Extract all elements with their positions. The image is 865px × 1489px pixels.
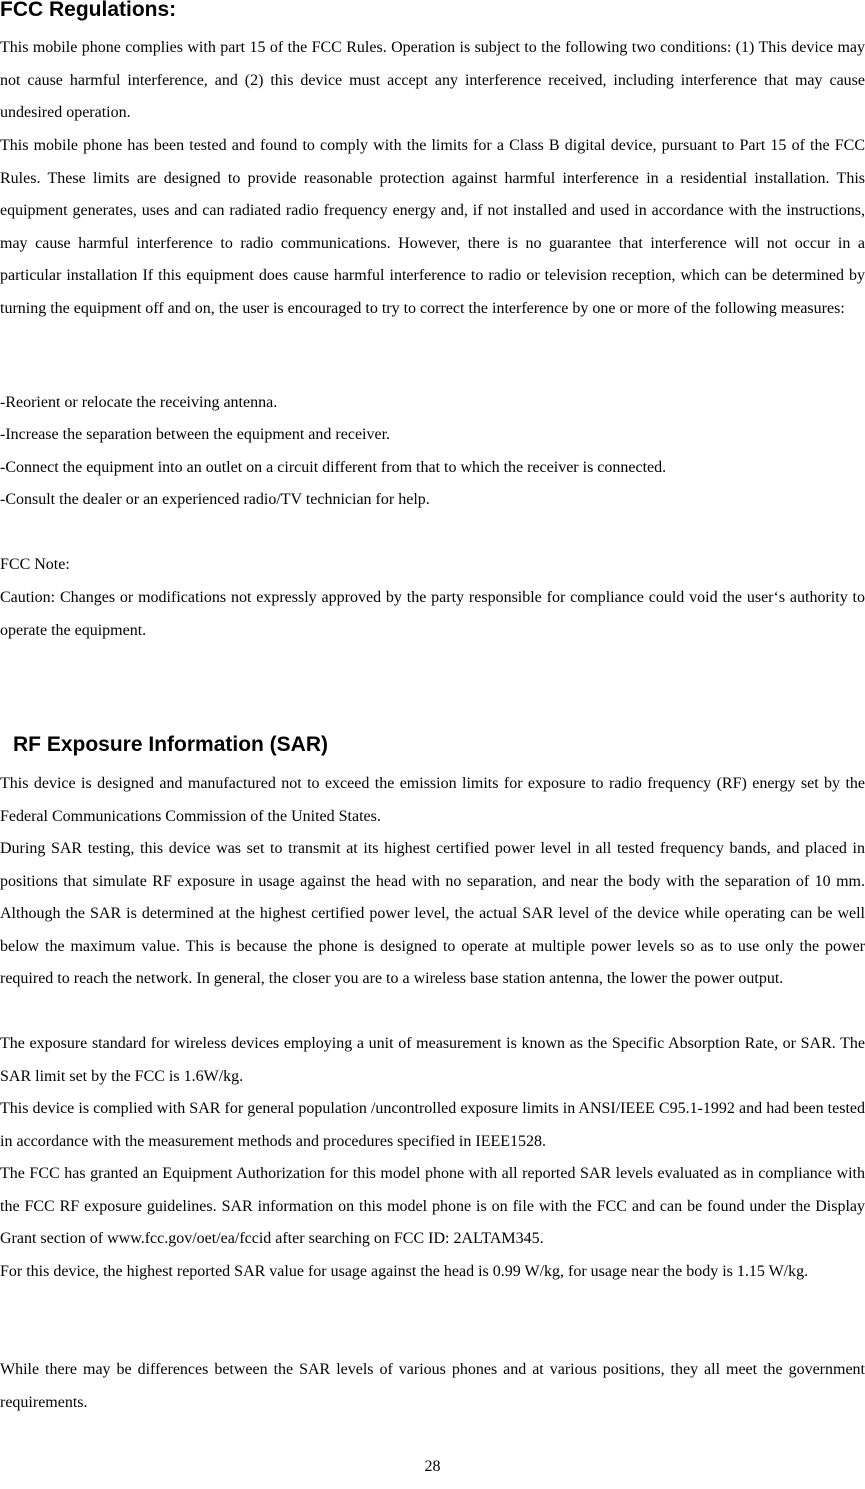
rf-paragraph-sar-testing: During SAR testing, this device was set to transmit at its highest certified power level in all tested frequency bands, and placed in positions that simulate RF exposure in usage against the head with no separation, and near the body with the separation of 10 mm. Although the SAR is determined at the highest certified power level, the actual SAR level of the device while operating can be well below the maximum value. This is because the phone is designed to operate at multiple power levels so as to use only the power required to reach the network. In general, the closer you are to a wireless base station antenna, the lower the power output. [0,840,865,988]
rf-paragraph-equipment-authorization: The FCC has granted an Equipment Authorization for this model phone with all reported SAR levels evaluated as in compliance with the FCC RF exposure guidelines. SAR information on this model phone is on file with the FCC and can be found under the Display Grant section of www.fcc.gov/oet/ea/fccid after searching on FCC ID: 2ALTAM345. [0,1165,865,1248]
rf-paragraph-emission-limits: This device is designed and manufactured not to exceed the emission limits for exposure to radio frequency (RF) energy set by the Federal Communications Commission of the United States. [0,775,865,825]
measure-reorient: -Reorient or relocate the receiving antenna. [0,394,278,411]
rf-paragraph-government-requirements: While there may be differences between the SAR levels of various phones and at various positions, they all meet the government requirements. [0,1361,865,1411]
measure-connect-outlet: -Connect the equipment into an outlet on a circuit different from that to which the receiver is connected. [0,459,667,476]
measure-consult-dealer: -Consult the dealer or an experienced radio/TV technician for help. [0,491,430,508]
rf-exposure-heading: RF Exposure Information (SAR) [13,733,329,756]
fcc-regulations-heading: FCC Regulations: [0,0,177,21]
rf-paragraph-exposure-standard: The exposure standard for wireless devices employing a unit of measurement is known as the Specific Absorption Rate, or SAR. The SAR limit set by the FCC is 1.6W/kg. [0,1035,865,1085]
measure-increase-separation: -Increase the separation between the equipment and receiver. [0,426,391,443]
rf-paragraph-highest-sar: For this device, the highest reported SAR value for usage against the head is 0.99 W/kg, for usage near the body is 1.15 W/kg. [0,1263,809,1280]
fcc-paragraph-class-b: This mobile phone has been tested and found to comply with the limits for a Class B digital device, pursuant to Part 15 of the FCC Rules. These limits are designed to provide reasonable protection against harmful interference in a residential installation. This equipment generates, uses and can radiated radio frequency energy and, if not installed and used in accordance with the instructions, may cause harmful interference to radio communications. However, there is no guarantee that interference will not occur in a particular installation If this equipment does cause harmful interference to radio or television reception, which can be determined by turning the equipment off and on, the user is encouraged to try to correct the interference by one or more of the following measures: [0,137,865,317]
fcc-paragraph-conditions: This mobile phone complies with part 15 of the FCC Rules. Operation is subject to the following two conditions: (1) This device may not cause harmful interference, and (2) this device must accept any interference received, including interference that may cause undesired operation. [0,39,865,122]
fcc-caution-paragraph: Caution: Changes or modifications not expressly approved by the party responsible for compliance could void the user‘s authority to operate the equipment. [0,589,865,639]
rf-paragraph-ansi-ieee: This device is complied with SAR for general population /uncontrolled exposure limits in ANSI/IEEE C95.1-1992 and had been tested in accordance with the measurement methods and procedures specified in IEEE1528. [0,1100,865,1150]
page-number: 28 [424,1458,441,1475]
fcc-note-label: FCC Note: [0,556,70,573]
